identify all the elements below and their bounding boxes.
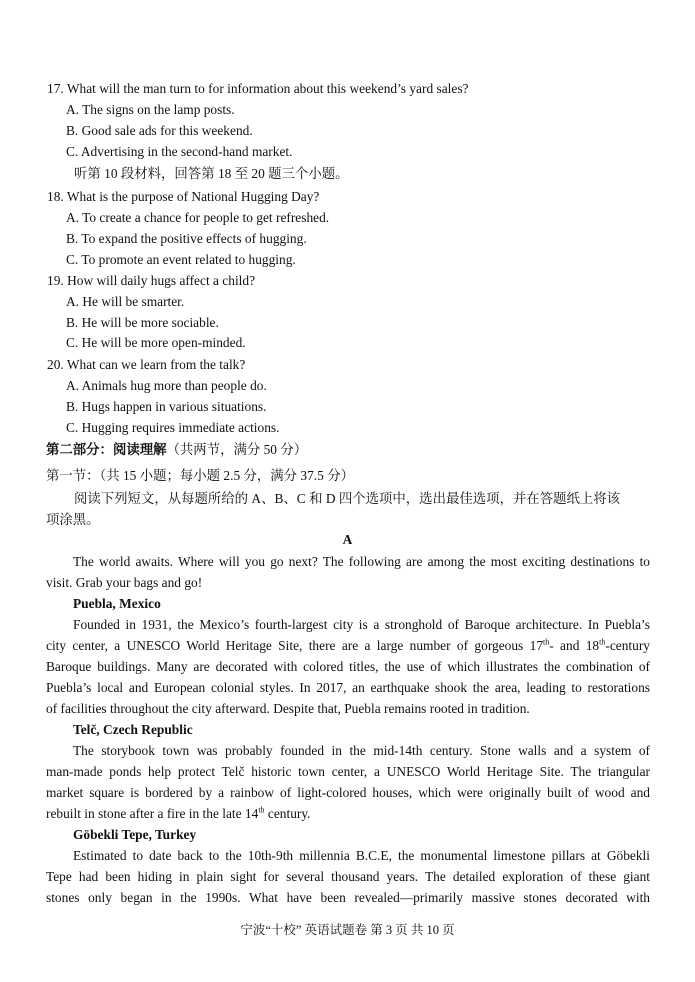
question-20 — [47, 355, 245, 375]
gobekli-line1: Estimated to date back to the 10th-9th millennia B.C.E, the monumental limestone pillars at Göbekli — [73, 848, 650, 863]
puebla-line2-text: -century — [605, 638, 650, 653]
question-stem: What can we learn from the talk? — [66, 357, 246, 372]
option-19b: B. He will be more sociable. — [66, 315, 219, 330]
puebla-title: Puebla, Mexico — [73, 596, 161, 611]
option-20c: C. Hugging requires immediate actions. — [66, 420, 280, 435]
telc-line4 — [46, 804, 311, 824]
telc-line3: market square is bordered by a rainbow of light-colored houses, which were originally built of wood and — [46, 785, 650, 800]
telc-line2: man-made ponds help protect Telč historic town center, a UNESCO World Heritage Site. The triangular — [46, 764, 650, 779]
part2-heading-title: 第二部分：阅读理解 — [46, 442, 167, 457]
telc-line4-text: rebuilt in stone after a fire in the late 14 — [46, 806, 259, 821]
option-17c: C. Advertising in the second-hand market. — [66, 144, 293, 159]
puebla-line2 — [46, 636, 650, 656]
option-17b: B. Good sale ads for this weekend. — [66, 123, 253, 138]
ordinal-suffix: th — [543, 637, 550, 647]
option-18a: A. To create a chance for people to get refreshed. — [66, 210, 330, 225]
puebla-line2-text: - and 18 — [549, 638, 600, 653]
question-stem: What is the purpose of National Hugging Day? — [66, 189, 320, 204]
gobekli-line2: Tepe had been hiding in plain sight for several thousand years. The detailed exploration of these giant — [46, 869, 650, 884]
option-18b: B. To expand the positive effects of hugging. — [66, 231, 307, 246]
option-20a: A. Animals hug more than people do. — [66, 378, 267, 393]
puebla-line2-text: city center, a UNESCO World Heritage Site, there are a large number of gorgeous 17 — [46, 638, 544, 653]
question-stem: How will daily hugs affect a child? — [67, 273, 256, 288]
gobekli-title: Göbekli Tepe, Turkey — [73, 827, 197, 842]
question-number: 20. — [47, 357, 64, 372]
section1-heading: 第一节：（共 15 小题；每小题 2.5 分，满分 37.5 分） — [46, 468, 354, 483]
page-footer: 宁波“十校” 英语试题卷 第 3 页 共 10 页 — [240, 923, 455, 937]
question-number: 19. — [47, 273, 64, 288]
reading-instruction-line1: 阅读下列短文，从每题所给的 A、B、C 和 D 四个选项中，选出最佳选项，并在答题纸上将该 — [74, 491, 621, 506]
telc-line4-text: century. — [264, 806, 311, 821]
puebla-line3: Baroque buildings. Many are decorated with colored titles, the use of which illustrates the combination of — [46, 659, 650, 674]
question-stem: What will the man turn to for information about this weekend’s yard sales? — [66, 81, 469, 96]
listening-instruction: 听第 10 段材料，回答第 18 至 20 题三个小题。 — [74, 166, 349, 181]
question-number: 17. — [47, 81, 64, 96]
reading-instruction-line2: 项涂黑。 — [46, 512, 100, 527]
puebla-line1: Founded in 1931, the Mexico’s fourth-largest city is a stronghold of Baroque architecture. In Puebla’s — [73, 617, 650, 632]
gobekli-line3: stones only began in the 1990s. What have been revealed—primarily massive stones decorated with — [46, 890, 650, 905]
ordinal-suffix: th — [599, 637, 606, 647]
option-18c: C. To promote an event related to hugging. — [66, 252, 296, 267]
puebla-line5: of facilities throughout the city afterward. Despite that, Puebla remains rooted in tradition. — [46, 701, 530, 716]
question-19 — [47, 271, 255, 291]
question-number: 18. — [47, 189, 64, 204]
part2-heading — [46, 440, 307, 460]
puebla-line4: Puebla’s local and European colonial styles. In 2017, an earthquake shook the area, leading to restorations — [46, 680, 650, 695]
intro-line2: visit. Grab your bags and go! — [46, 575, 203, 590]
passage-letter: A — [342, 532, 353, 547]
telc-line1: The storybook town was probably founded in the mid-14th century. Stone walls and a system of — [73, 743, 650, 758]
telc-title: Telč, Czech Republic — [73, 722, 193, 737]
intro-line1: The world awaits. Where will you go next? The following are among the most exciting destinations to — [73, 554, 650, 569]
option-19a: A. He will be smarter. — [66, 294, 185, 309]
option-20b: B. Hugs happen in various situations. — [66, 399, 267, 414]
option-17a: A. The signs on the lamp posts. — [66, 102, 235, 117]
ordinal-suffix: th — [258, 805, 265, 815]
question-17 — [47, 79, 468, 99]
option-19c: C. He will be more open-minded. — [66, 335, 246, 350]
question-18 — [47, 187, 319, 207]
part2-heading-score: （共两节，满分 50 分） — [166, 442, 308, 457]
